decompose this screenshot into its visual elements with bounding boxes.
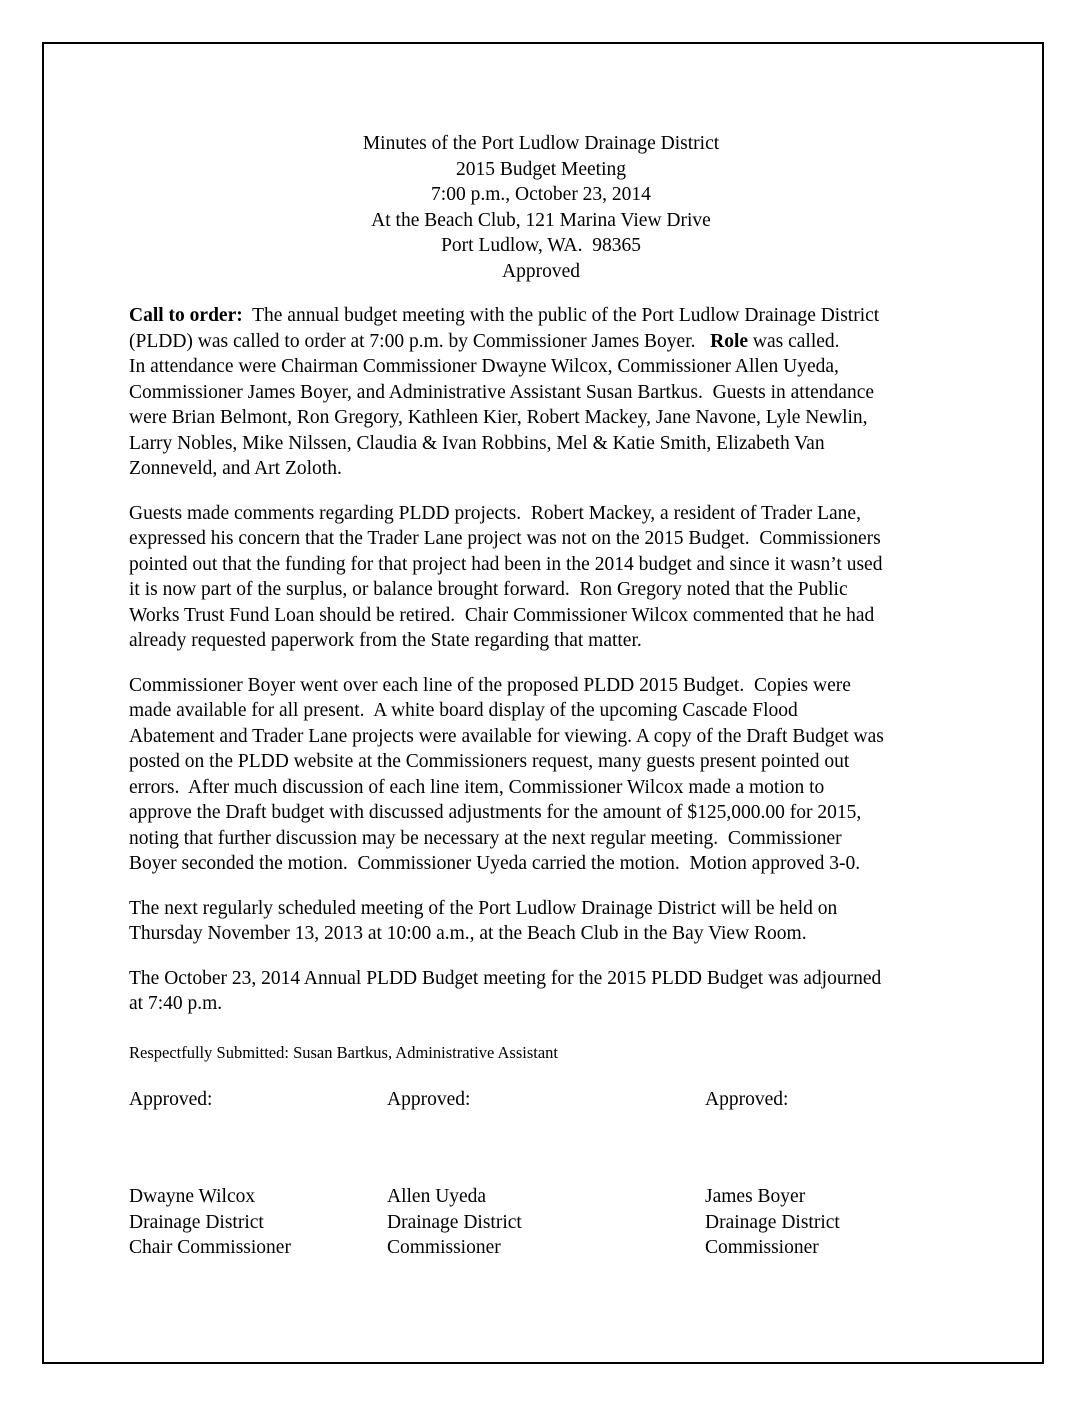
header-line: Approved [502, 260, 580, 282]
paragraph [129, 501, 959, 654]
text-line: Guests made comments regarding PLDD projects. Robert Mackey, a resident of Trader Lane, [129, 502, 861, 524]
approved-label [705, 1087, 953, 1113]
text-line: Zonneveld, and Art Zoloth. [129, 458, 342, 479]
text-line: The next regularly scheduled meeting of the Port Ludlow Drainage District will be held on [129, 897, 838, 919]
header-line: 7:00 p.m., October 23, 2014 [431, 184, 651, 205]
text-line: noting that further discussion may be necessary at the next regular meeting. Commissioner [129, 827, 842, 849]
text-line [129, 303, 959, 329]
text-line [129, 329, 959, 355]
text-run: The annual budget meeting with the public of the Port Ludlow Drainage District [242, 305, 880, 326]
signer-role: Commissioner [387, 1237, 501, 1258]
text-line: Works Trust Fund Loan should be retired. Chair Commissioner Wilcox commented that he had [129, 604, 875, 626]
text-line: Commissioner James Boyer, and Administrative Assistant Susan Bartkus. Guests in attendance [129, 381, 875, 403]
text-line: errors. After much discussion of each line item, Commissioner Wilcox made a motion to [129, 776, 825, 798]
text-line: posted on the PLDD website at the Commissioners request, many guests present pointed out [129, 751, 850, 772]
text-line: Thursday November 13, 2013 at 10:00 a.m., at the Beach Club in the Bay View Room. [129, 923, 807, 944]
signer-name: Allen Uyeda [387, 1186, 487, 1207]
paragraph [129, 966, 959, 1017]
approved-label-text: Approved: [387, 1088, 471, 1110]
document-body [129, 303, 959, 1017]
text-line: In attendance were Chairman Commissioner Dwayne Wilcox, Commissioner Allen Uyeda, [129, 356, 839, 377]
signer-district: Drainage District [705, 1211, 840, 1233]
signature-column [387, 1184, 705, 1261]
text-line: it is now part of the surplus, or balance brought forward. Ron Gregory noted that the Public [129, 579, 848, 600]
approved-label-text: Approved: [705, 1088, 789, 1110]
text-line: already requested paperwork from the State regarding that matter. [129, 630, 642, 651]
header-line: Minutes of the Port Ludlow Drainage District [362, 133, 720, 154]
header-line: At the Beach Club, 121 Marina View Drive [371, 209, 711, 231]
text-line: were Brian Belmont, Ron Gregory, Kathleen Kier, Robert Mackey, Jane Navone, Lyle Newlin, [129, 407, 868, 428]
approved-label [387, 1087, 705, 1113]
text-line: Larry Nobles, Mike Nilssen, Claudia & Ivan Robbins, Mel & Katie Smith, Elizabeth Van [129, 432, 825, 454]
approved-label-text: Approved: [129, 1088, 213, 1110]
paragraph [129, 673, 959, 877]
text-line: Commissioner Boyer went over each line of the proposed PLDD 2015 Budget. Copies were [129, 674, 851, 696]
text-line: The October 23, 2014 Annual PLDD Budget meeting for the 2015 PLDD Budget was adjourned [129, 967, 882, 989]
signer-name: Dwayne Wilcox [129, 1186, 256, 1207]
text-line: pointed out that the funding for that project had been in the 2014 budget and since it wasn’t used [129, 553, 883, 575]
text-line: Boyer seconded the motion. Commissioner Uyeda carried the motion. Motion approved 3-0. [129, 853, 861, 874]
paragraph [129, 896, 959, 947]
header-line: 2015 Budget Meeting [455, 158, 627, 180]
signer-district: Drainage District [387, 1211, 522, 1233]
header-line: Port Ludlow, WA. 98365 [441, 235, 641, 256]
paragraph [129, 303, 959, 482]
text-run: was called. [748, 330, 840, 352]
signer-district: Drainage District [129, 1211, 264, 1233]
signature-column [705, 1184, 953, 1261]
text-line: made available for all present. A white board display of the upcoming Cascade Flood [129, 700, 798, 721]
signer-name: James Boyer [705, 1186, 806, 1207]
text-line: Abatement and Trader Lane projects were available for viewing. A copy of the Draft Budget was [129, 725, 884, 747]
approved-label [129, 1087, 387, 1113]
signer-role: Commissioner [705, 1237, 819, 1258]
text-line: at 7:40 p.m. [129, 993, 223, 1014]
document-content [129, 131, 959, 1261]
submitted-line: Respectfully Submitted: Susan Bartkus, Administrative Assistant [129, 1042, 558, 1062]
text-line: approve the Draft budget with discussed adjustments for the amount of $125,000.00 for 2015, [129, 802, 862, 823]
signature-column [129, 1184, 387, 1261]
bold-text-run: Call to order: [129, 305, 243, 326]
approved-row [129, 1087, 959, 1113]
signature-names-row [129, 1184, 959, 1261]
text-run: (PLDD) was called to order at 7:00 p.m. by Commissioner James Boyer. [129, 330, 711, 352]
bold-text-run: Role [710, 330, 749, 352]
signer-role: Chair Commissioner [129, 1237, 291, 1258]
text-line: expressed his concern that the Trader Lane project was not on the 2015 Budget. Commissioners [129, 528, 881, 549]
document-header [129, 131, 953, 284]
